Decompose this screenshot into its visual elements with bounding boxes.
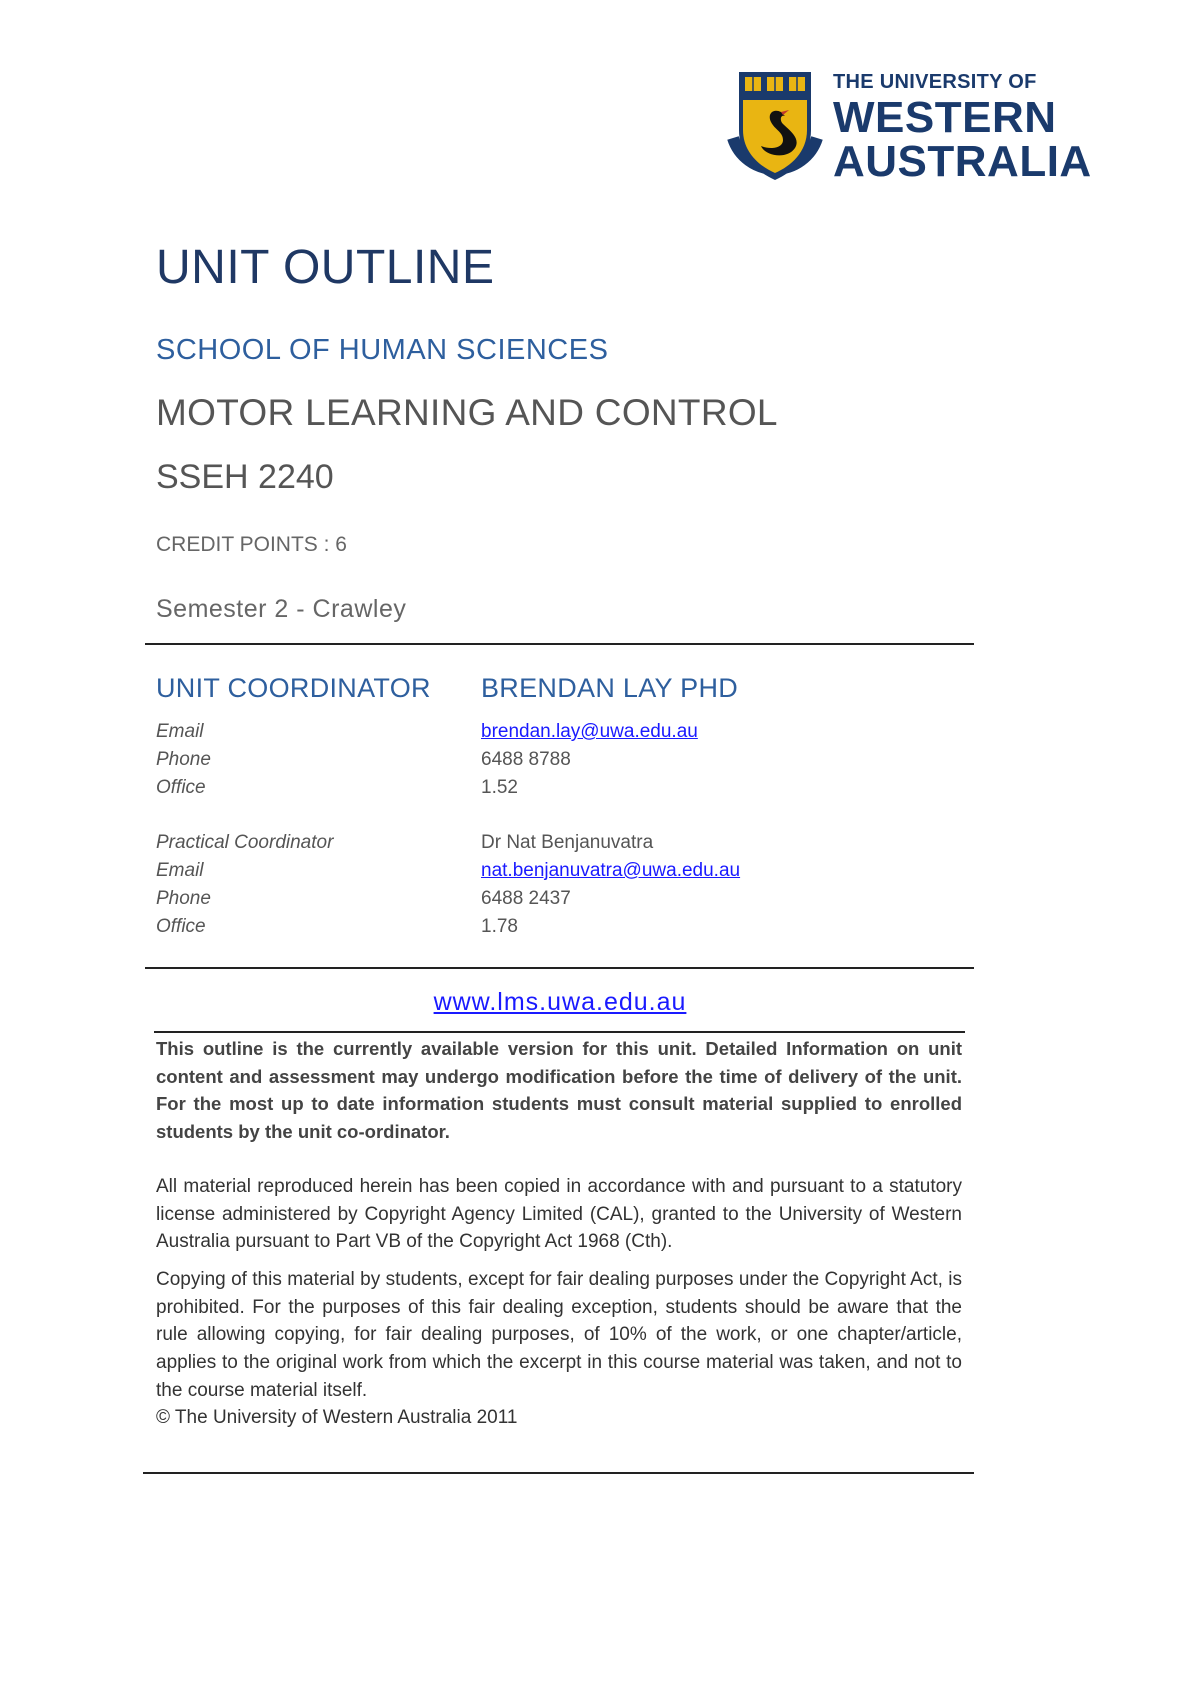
wordmark-line1: THE UNIVERSITY OF <box>833 71 1037 93</box>
coordinator-email-link[interactable]: brendan.lay@uwa.edu.au <box>481 721 698 742</box>
disclaimer-text: This outline is the currently available version for this unit. Detailed Information on unit content and assessment may undergo modification before the time of delivery of the unit. For the most up to date information students must consult material supplied to enrolled students by the unit co-ordinator. <box>156 1038 962 1143</box>
university-logo <box>725 68 1092 188</box>
unit-name: MOTOR LEARNING AND CONTROL <box>156 392 778 433</box>
coordinator-phone-label: Phone <box>156 749 211 770</box>
semester-info: Semester 2 - Crawley <box>156 595 407 623</box>
university-crest-icon <box>725 68 825 186</box>
credit-points: CREDIT POINTS : 6 <box>156 533 347 556</box>
coordinator-name: BRENDAN LAY PHD <box>481 673 739 703</box>
copyright-paragraph-1: All material reproduced herein has been copied in accordance with and pursuant to a statutory license administered by Copyright Agency Limited (CAL), granted to the University of Western Australia pursuant to Part VB of the Copyright Act 1968 (Cth). <box>156 1176 962 1253</box>
wordmark-line3: AUSTRALIA <box>833 137 1092 186</box>
copyright-notice: © The University of Western Australia 2011 <box>156 1407 518 1428</box>
divider <box>143 1472 974 1474</box>
wordmark-line2: WESTERN <box>833 93 1057 142</box>
practical-coordinator-label: Practical Coordinator <box>156 832 334 853</box>
university-wordmark <box>833 70 1092 184</box>
coordinator-email-label: Email <box>156 721 204 742</box>
coordinator-office-label: Office <box>156 777 206 798</box>
practical-coordinator-name: Dr Nat Benjanuvatra <box>481 832 654 853</box>
practical-phone: 6488 2437 <box>481 888 571 909</box>
website-link[interactable] <box>0 988 1120 1017</box>
coordinator-office: 1.52 <box>481 777 518 798</box>
coordinator-heading: UNIT COORDINATOR <box>156 673 431 703</box>
unit-code: SSEH 2240 <box>156 458 334 496</box>
divider <box>145 967 974 969</box>
page-title: UNIT OUTLINE <box>156 241 495 294</box>
school-name: SCHOOL OF HUMAN SCIENCES <box>156 334 609 366</box>
practical-office: 1.78 <box>481 916 518 937</box>
divider <box>145 643 974 645</box>
website-link-text[interactable]: www.lms.uwa.edu.au <box>433 988 687 1016</box>
practical-office-label: Office <box>156 916 206 937</box>
divider <box>154 1031 965 1033</box>
practical-email-label: Email <box>156 860 204 881</box>
practical-email-link[interactable]: nat.benjanuvatra@uwa.edu.au <box>481 860 741 881</box>
practical-phone-label: Phone <box>156 888 211 909</box>
coordinator-phone: 6488 8788 <box>481 749 571 770</box>
copyright-paragraph-2: Copying of this material by students, except for fair dealing purposes under the Copyright Act, is prohibited. For the purposes of this fair dealing exception, students should be aware that the rule allowing copying, for fair dealing purposes, of 10% of the work, or one chapter/article, applies to the original work from which the excerpt in this course material was taken, and not to the course material itself. <box>156 1269 962 1401</box>
